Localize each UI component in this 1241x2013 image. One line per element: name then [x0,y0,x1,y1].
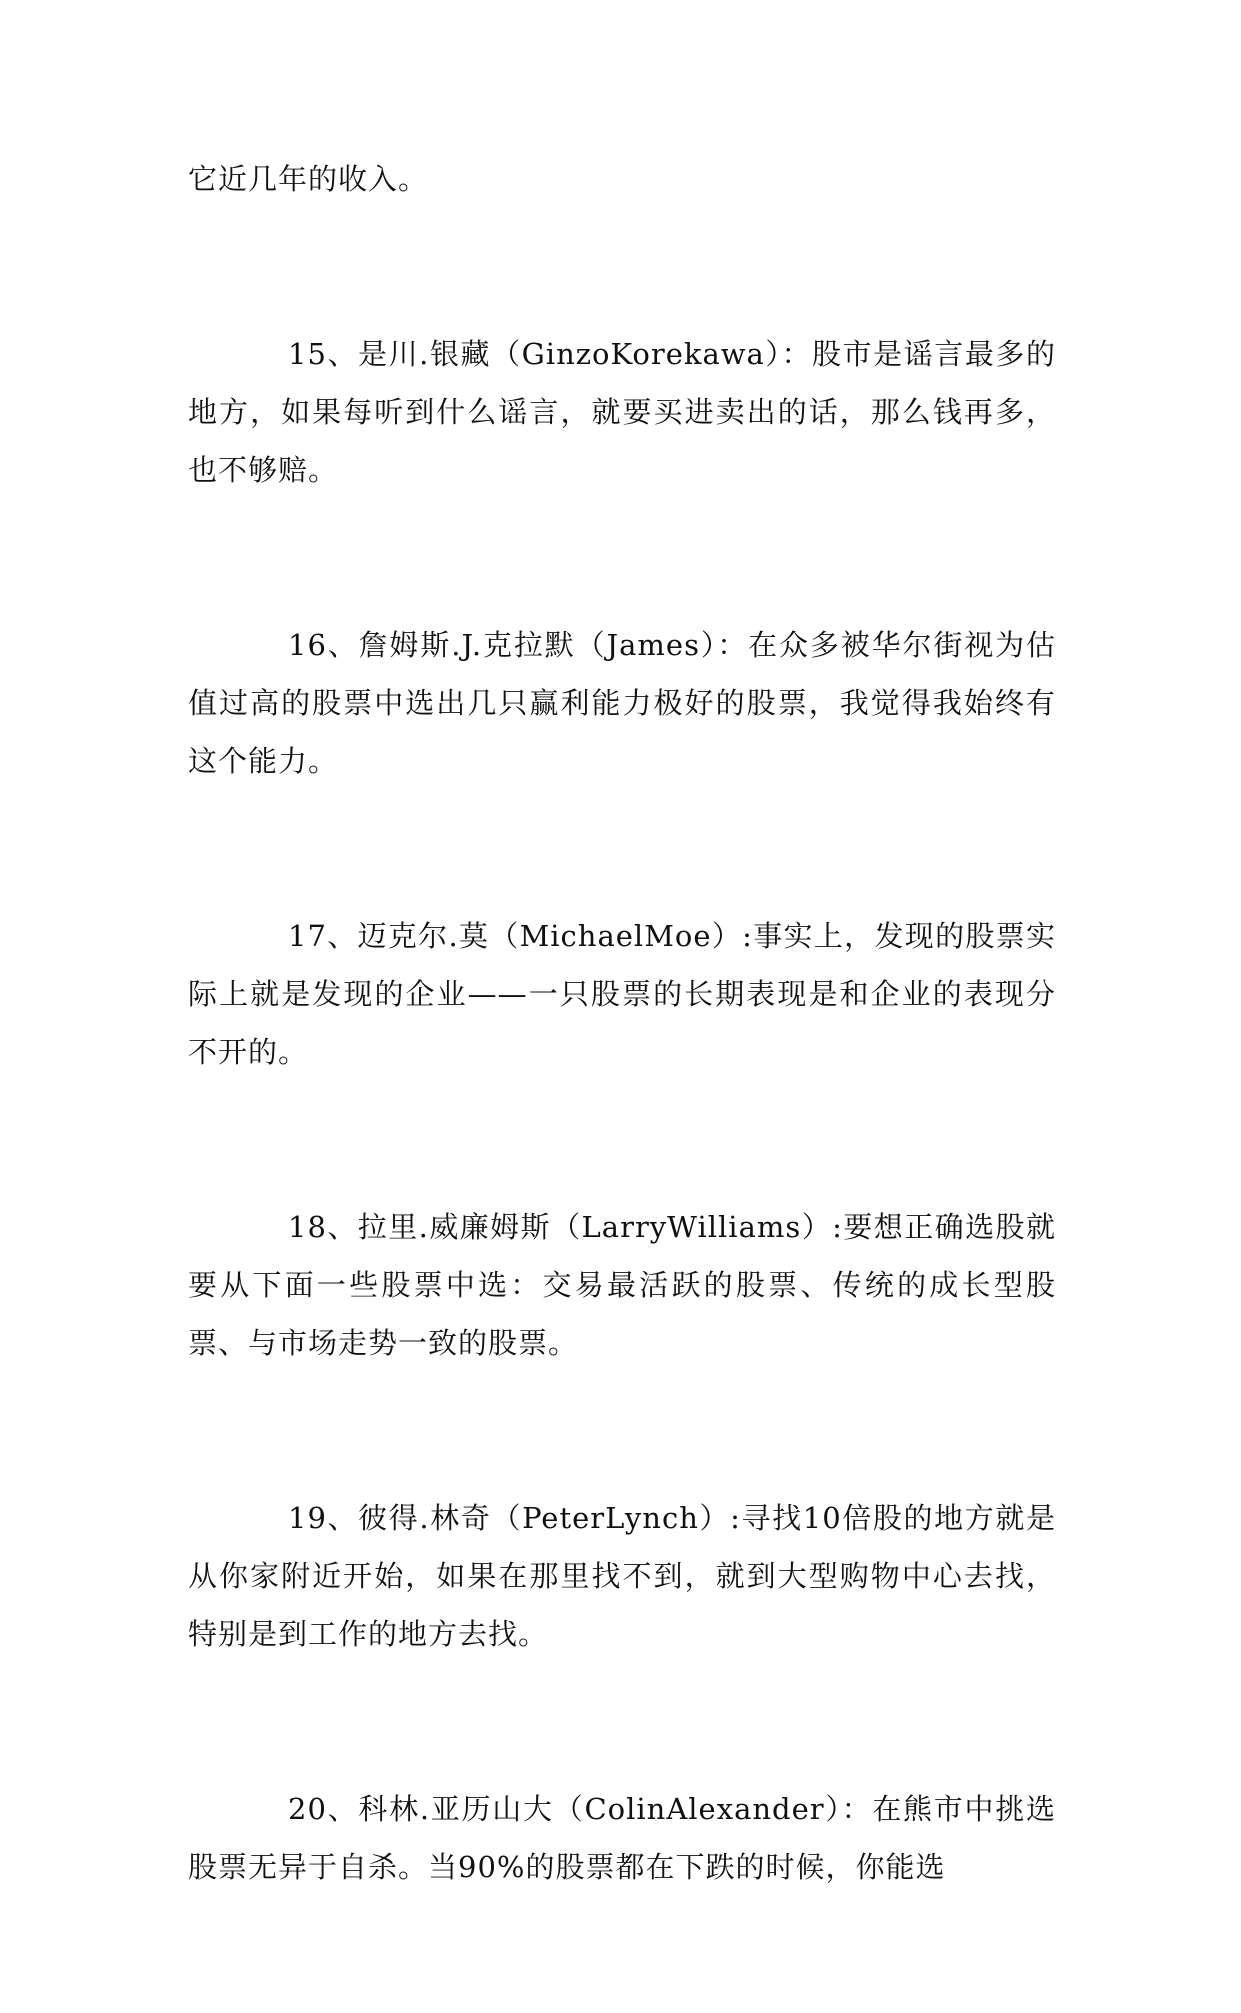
paragraph-quote-18: 18、拉里.威廉姆斯（LarryWilliams）:要想正确选股就要从下面一些股票中选：交易最活跃的股票、传统的成长型股票、与市场走势一致的股票。 [188,1210,1056,1360]
paragraph-quote-20: 20、科林.亚历山大（ColinAlexander）：在熊市中挑选股票无异于自杀。当90%的股票都在下跌的时候，你能选 [188,1792,1056,1884]
paragraph-quote-17: 17、迈克尔.莫（MichaelMoe）:事实上，发现的股票实际上就是发现的企业——一只股票的长期表现是和企业的表现分不开的。 [188,919,1056,1069]
paragraph-continuation: 它近几年的收入。 [188,162,429,196]
paragraph-quote-16: 16、詹姆斯.J.克拉默（James）：在众多被华尔街视为估值过高的股票中选出几只赢利能力极好的股票，我觉得我始终有这个能力。 [188,628,1056,778]
paragraph-quote-15: 15、是川.银藏（GinzoKorekawa）：股市是谣言最多的地方，如果每听到什么谣言，就要买进卖出的话，那么钱再多，也不够赔。 [188,337,1056,487]
paragraph-quote-19: 19、彼得.林奇（PeterLynch）:寻找10倍股的地方就是从你家附近开始，如果在那里找不到，就到大型购物中心去找，特别是到工作的地方去找。 [188,1501,1056,1651]
document-page [188,150,1056,2013]
